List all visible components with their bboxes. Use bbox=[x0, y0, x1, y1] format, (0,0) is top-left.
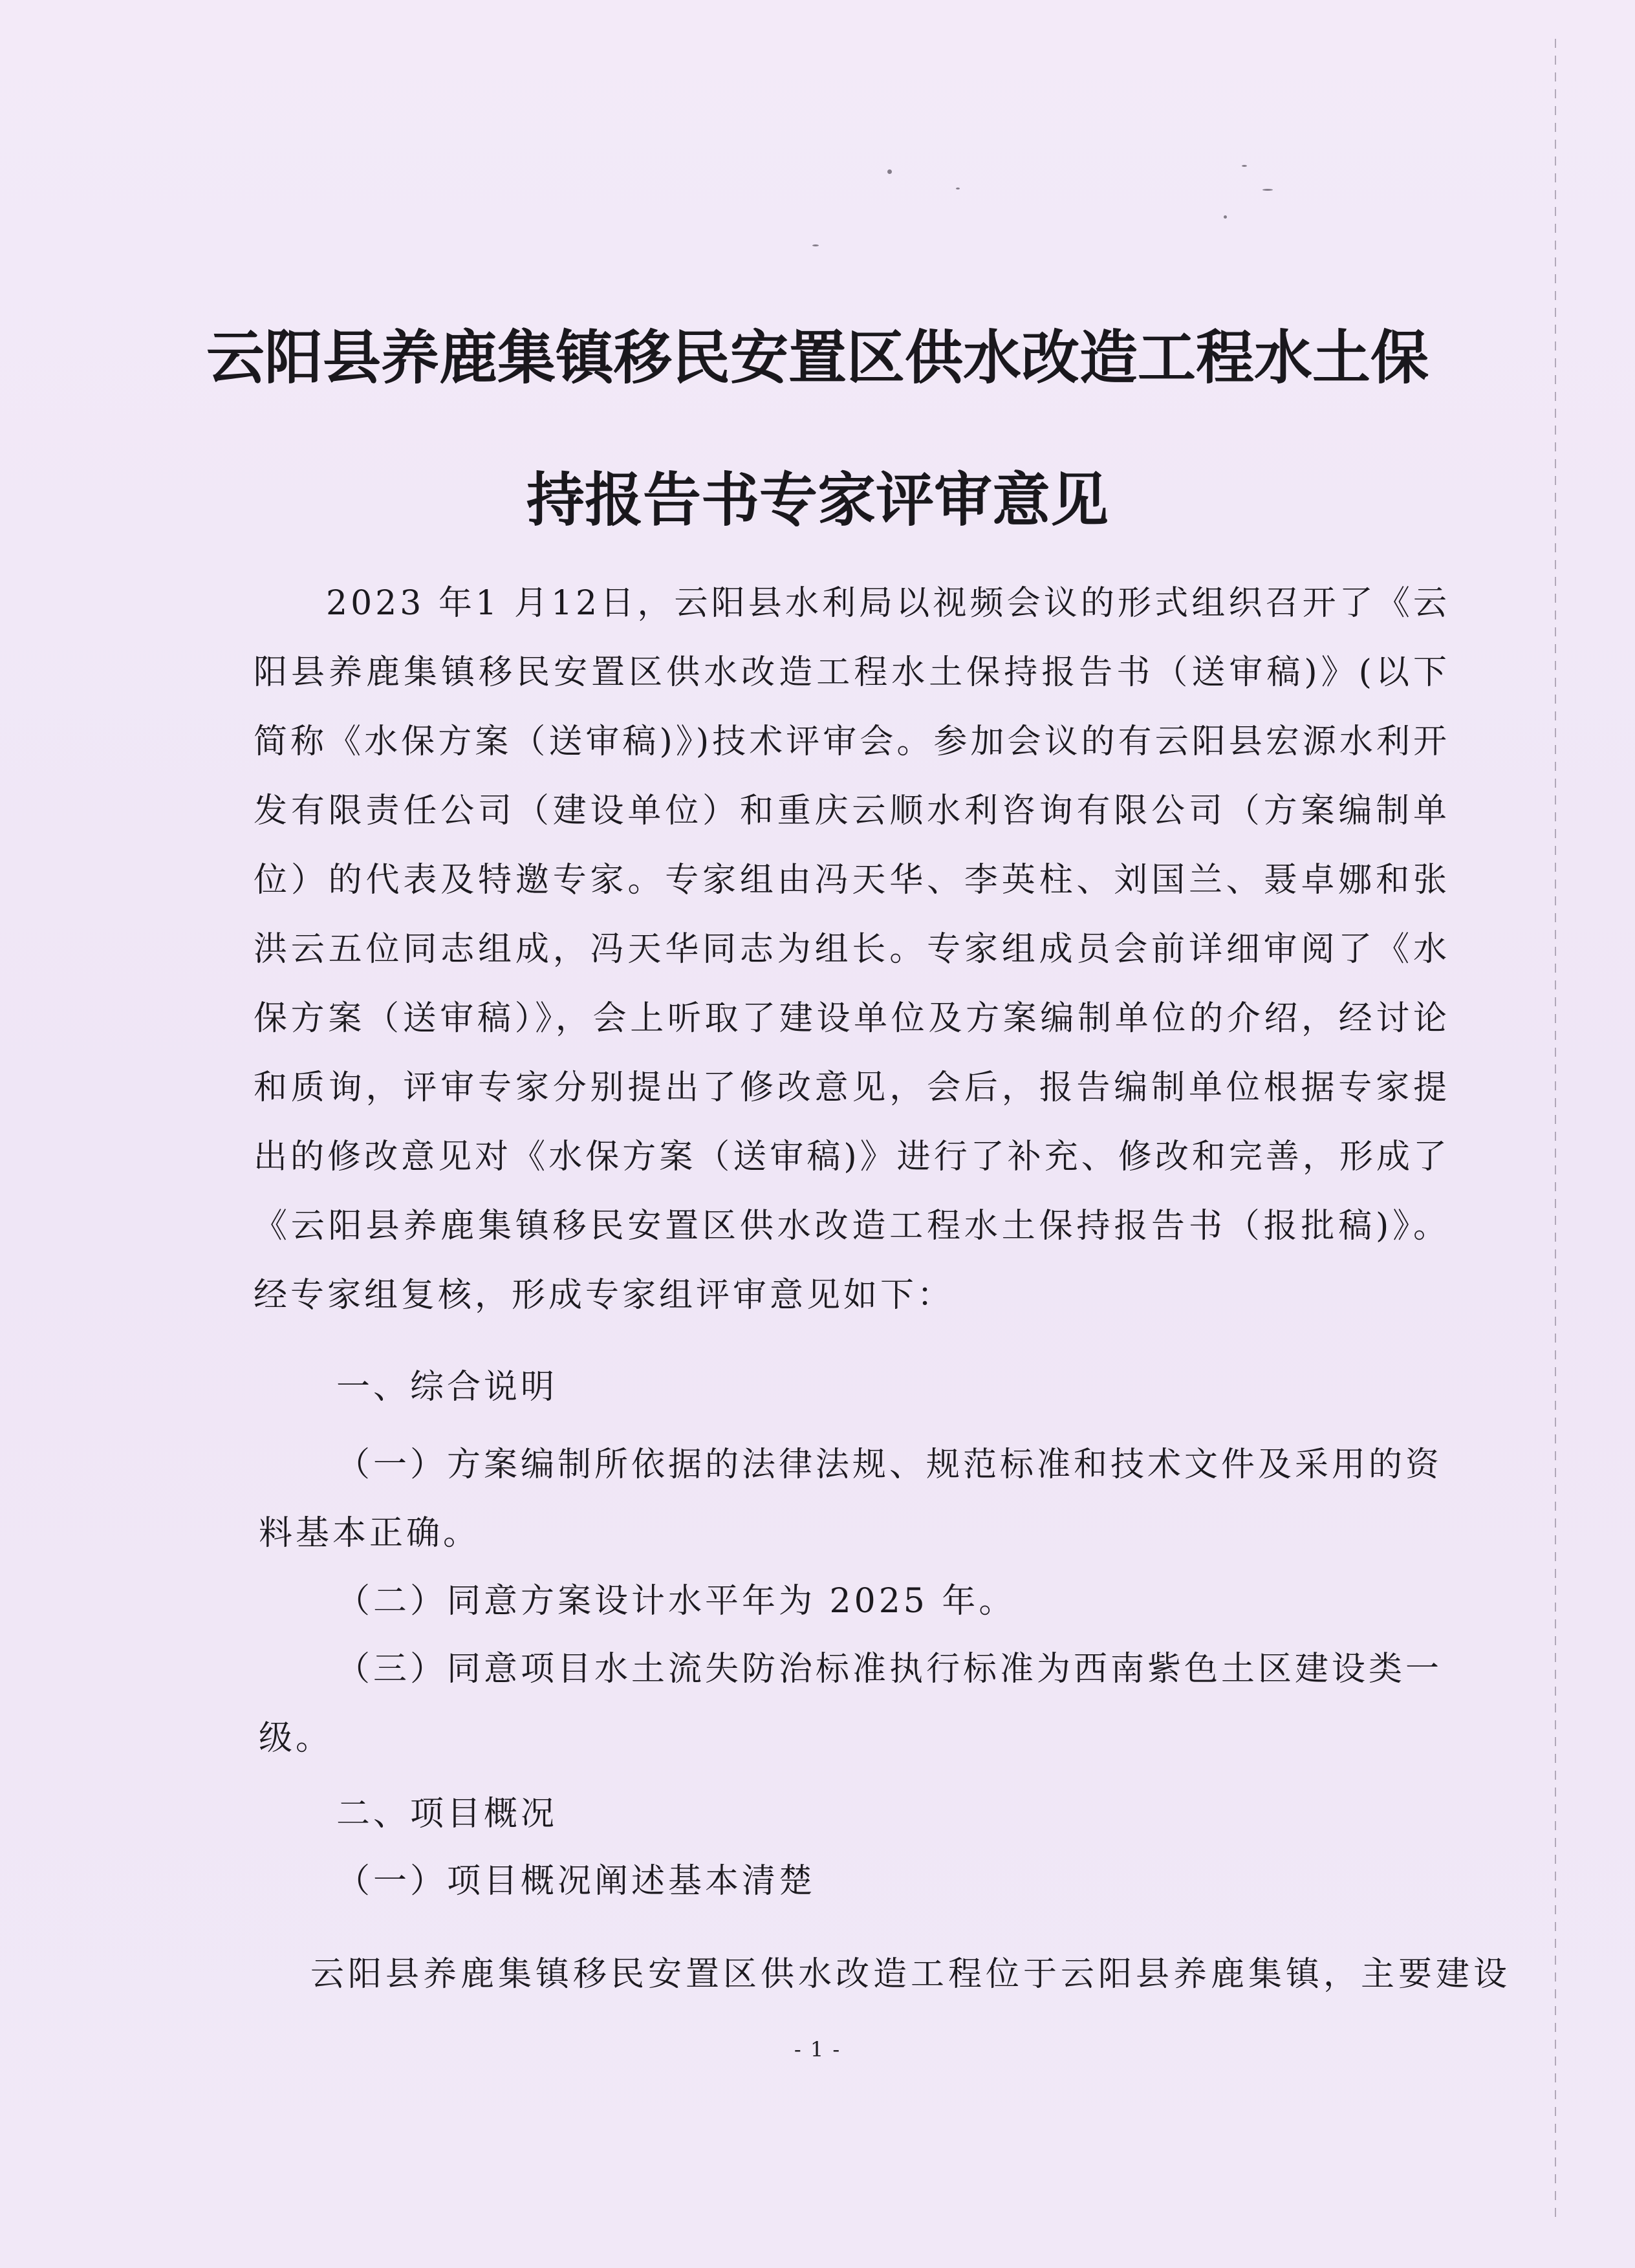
intro-paragraph: 2023 年1 月12日，云阳县水利局以视频会议的形式组织召开了《云阳县养鹿集镇移民安置区供水改造工程水土保持报告书（送审稿)》(以下简称《水保方案（送审稿)》)技术评审会。参加会议的有云阳县宏源水利开发有限责任公司（建设单位）和重庆云顺水利咨询有限公司（方案编制单位）的代表及特邀专家。专家组由冯天华、李英柱、刘国兰、聂卓娜和张洪云五位同志组成，冯天华同志为组长。专家组成员会前详细审阅了《水保方案（送审稿）》，会上听取了建设单位及方案编制单位的介绍，经讨论和质询，评审专家分别提出了修改意见，会后，报告编制单位根据专家提出的修改意见对《水保方案（送审稿)》进行了补充、修改和完善，形成了《云阳县养鹿集镇移民安置区供水改造工程水土保持报告书（报批稿)》。经专家组复核，形成专家组评审意见如下： bbox=[254, 584, 1450, 1315]
scan-speck bbox=[887, 169, 892, 174]
scan-speck bbox=[812, 244, 819, 246]
section-1-item-1-continued: 料基本正确。 bbox=[259, 1514, 481, 1553]
scan-speck bbox=[1242, 165, 1247, 167]
section-1-heading: 一、综合说明 bbox=[336, 1368, 558, 1407]
section-1-item-3: （三）同意项目水土流失防治标准执行标准为西南紫色土区建设类一 bbox=[336, 1650, 1443, 1689]
section-1-item-3-continued: 级。 bbox=[259, 1719, 333, 1758]
section-2-heading: 二、项目概况 bbox=[336, 1795, 558, 1833]
section-2-item-1: （一）项目概况阐述基本清楚 bbox=[336, 1862, 816, 1901]
document-title-line-1: 云阳县养鹿集镇移民安置区供水改造工程水土保 bbox=[206, 324, 1429, 392]
section-2-text: 云阳县养鹿集镇移民安置区供水改造工程位于云阳县养鹿集镇，主要建设 bbox=[310, 1955, 1511, 1994]
scan-speck bbox=[1224, 215, 1227, 219]
document-title-line-2: 持报告书专家评审意见 bbox=[526, 466, 1109, 534]
page-number: - 1 - bbox=[794, 2037, 841, 2062]
section-1-item-2: （二）同意方案设计水平年为 2025 年。 bbox=[336, 1582, 1016, 1621]
scan-speck bbox=[1262, 189, 1273, 191]
section-1-item-1: （一）方案编制所依据的法律法规、规范标准和技术文件及采用的资 bbox=[336, 1445, 1443, 1484]
scan-speck bbox=[956, 188, 960, 189]
